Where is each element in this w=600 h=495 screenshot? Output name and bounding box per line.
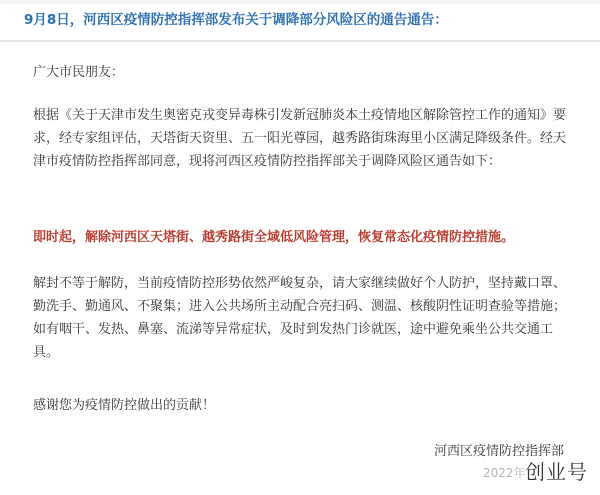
salutation: 广大市民朋友： — [33, 65, 125, 80]
emphasis-paragraph: 即时起，解除河西区天塔街、越秀路街全域低风险管理，恢复常态化疫情防控措施。 — [33, 230, 515, 245]
watermark: 创业号 — [525, 460, 588, 484]
advice-paragraph: 解封不等于解防，当前疫情防控形势依然严峻复杂，请大家继续做好个人防护，坚持戴口罩、勤洗手、勤通风、不聚集；进入公共场所主动配合亮扫码、测温、核酸阴性证明查验等措施；如有咽干、发热、鼻塞、流涕等异常症状，及时到发热门诊就医，途中避免乘坐公共交通工具。 — [33, 276, 567, 360]
date-line: 2022年 — [483, 466, 526, 480]
signature: 河西区疫情防控指挥部 — [433, 444, 564, 459]
top-rule — [0, 0, 600, 4]
headline-divider — [0, 40, 600, 42]
notice-body-paragraph: 根据《关于天津市发生奥密克戎变异毒株引发新冠肺炎本土疫情地区解除管控工作的通知》要求，经专家组评估，天塔街天资里、五一阳光尊园，越秀路街珠海里小区满足降级条件。经天津市疫情防控指挥部同意，现将河西区疫情防控指挥部关于调降风险区通告如下： — [33, 108, 567, 169]
thanks-line: 感谢您为疫情防控做出的贡献！ — [33, 398, 216, 413]
notice-headline: 9月8日，河西区疫情防控指挥部发布关于调降部分风险区的通告通告： — [24, 12, 448, 28]
